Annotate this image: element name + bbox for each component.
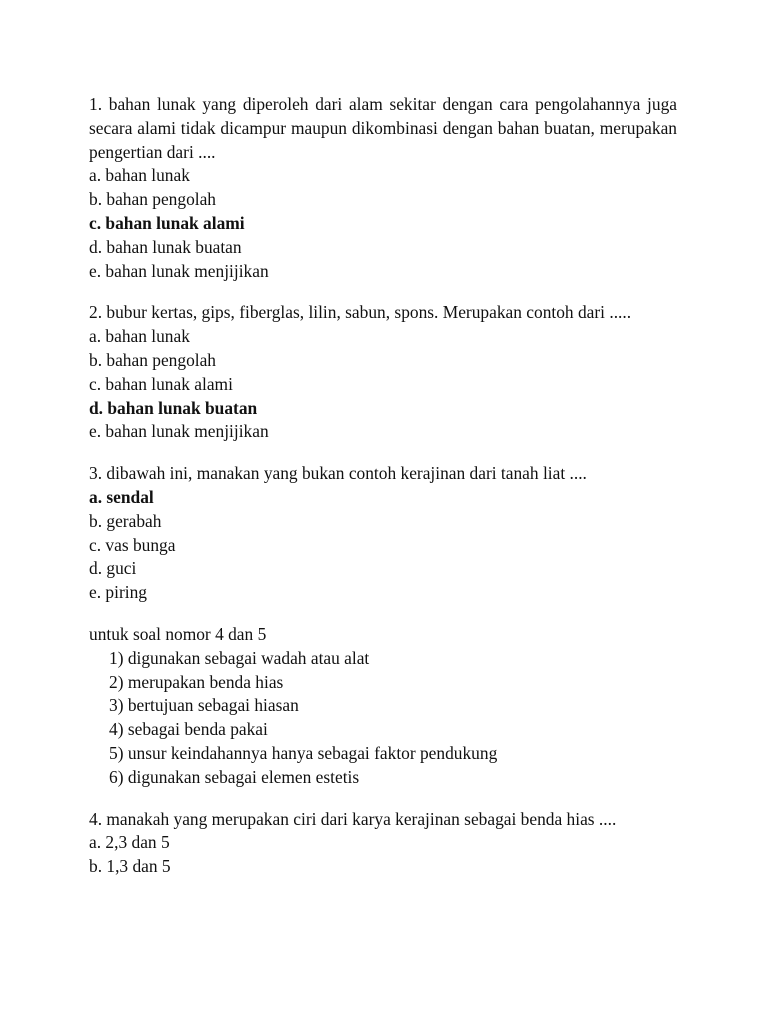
question-3-option-e: e. piring	[89, 582, 147, 603]
question-1-option-e: e. bahan lunak menjijikan	[89, 260, 269, 281]
question-3-option-d: d. guci	[89, 558, 137, 579]
question-2-option-e: e. bahan lunak menjijikan	[89, 421, 269, 442]
question-3	[89, 462, 677, 605]
question-4-option-a: a. 2,3 dan 5	[89, 832, 170, 853]
question-1-text: 1. bahan lunak yang diperoleh dari alam sekitar dengan cara pengolahannya juga secara alami tidak dicampur maupun dikombinasi dengan bahan buatan, merupakan pengertian dari ....	[89, 94, 677, 162]
question-1-option-b: b. bahan pengolah	[89, 189, 217, 210]
question-1-option-a: a. bahan lunak	[89, 165, 190, 186]
reference-item-5: 5) unsur keindahannya hanya sebagai faktor pendukung	[109, 742, 498, 763]
question-2-option-a: a. bahan lunak	[89, 326, 190, 347]
question-3-option-b: b. gerabah	[89, 510, 162, 531]
reference-item-2: 2) merupakan benda hias	[109, 671, 284, 692]
reference-intro: untuk soal nomor 4 dan 5	[89, 623, 267, 644]
question-4-text: 4. manakah yang merupakan ciri dari karya kerajinan sebagai benda hias ....	[89, 808, 617, 829]
document-page	[89, 93, 677, 897]
question-1-option-d: d. bahan lunak buatan	[89, 236, 242, 257]
question-2	[89, 301, 677, 444]
reference-item-4: 4) sebagai benda pakai	[109, 719, 268, 740]
question-1	[89, 93, 677, 283]
question-3-text: 3. dibawah ini, manakan yang bukan contoh kerajinan dari tanah liat ....	[89, 463, 587, 484]
question-1-option-c-answer: c. bahan lunak alami	[89, 212, 245, 233]
question-4-option-b: b. 1,3 dan 5	[89, 856, 171, 877]
question-3-option-a-answer: a. sendal	[89, 486, 154, 507]
question-2-text: 2. bubur kertas, gips, fiberglas, lilin, sabun, spons. Merupakan contoh dari .....	[89, 302, 632, 323]
question-2-option-d-answer: d. bahan lunak buatan	[89, 397, 258, 418]
question-2-option-b: b. bahan pengolah	[89, 349, 217, 370]
question-3-option-c: c. vas bunga	[89, 534, 176, 555]
reference-list	[89, 623, 677, 790]
question-4	[89, 808, 677, 879]
reference-item-3: 3) bertujuan sebagai hiasan	[109, 695, 299, 716]
question-2-option-c: c. bahan lunak alami	[89, 373, 233, 394]
reference-item-1: 1) digunakan sebagai wadah atau alat	[109, 647, 370, 668]
reference-item-6: 6) digunakan sebagai elemen estetis	[109, 766, 360, 787]
